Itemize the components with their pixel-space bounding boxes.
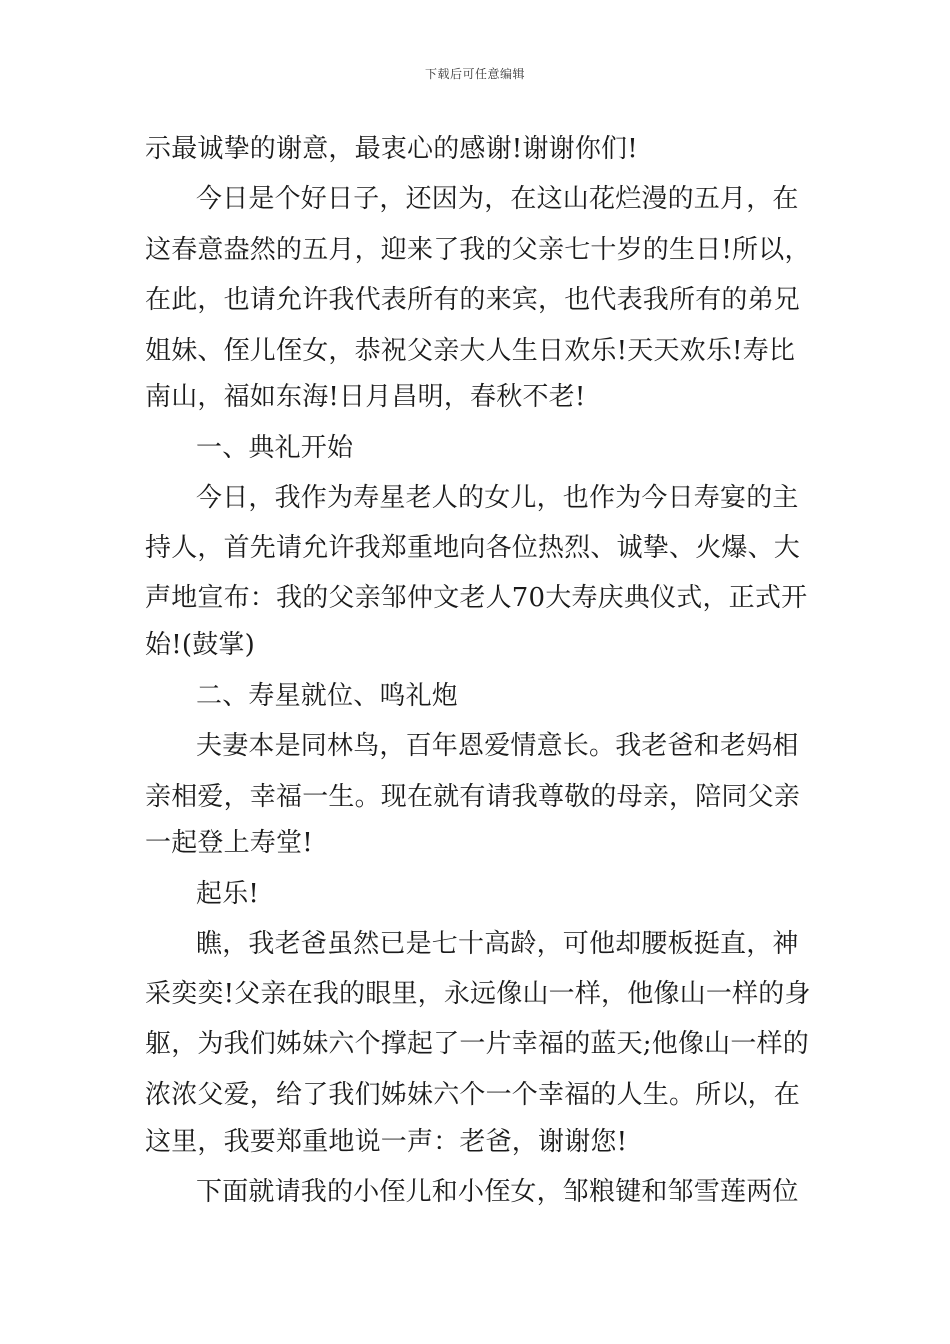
text-line: 在此，也请允许我代表所有的来宾，也代表我所有的弟兄	[145, 285, 801, 315]
page-header: 下载后可任意编辑	[424, 67, 525, 81]
text-line: 夫妻本是同林鸟，百年恩爱情意长。我老爸和老妈相	[196, 731, 799, 761]
text-line: 亲相爱，幸福一生。现在就有请我尊敬的母亲，陪同父亲	[145, 782, 801, 812]
text-line: 采奕奕!父亲在我的眼里，永远像山一样，他像山一样的身	[145, 979, 811, 1009]
text-line: 今日是个好日子，还因为，在这山花烂漫的五月，在	[196, 184, 799, 214]
text-line: 瞧，我老爸虽然已是七十高龄，可他却腰板挺直，神	[196, 929, 799, 959]
text-line: 浓浓父爱，给了我们姊妹六个一个幸福的人生。所以，在	[145, 1080, 801, 1110]
text-line: 南山，福如东海!日月昌明，春秋不老!	[145, 382, 586, 412]
text-line: 一起登上寿堂!	[145, 828, 313, 858]
text-line: 始!(鼓掌)	[145, 630, 255, 660]
text-line: 躯，为我们姊妹六个撑起了一片幸福的蓝天;他像山一样的	[145, 1029, 809, 1059]
text-line: 下面就请我的小侄儿和小侄女，邹粮键和邹雪莲两位	[196, 1177, 799, 1207]
text-line: 姐妹、侄儿侄女，恭祝父亲大人生日欢乐!天天欢乐!寿比	[145, 336, 796, 366]
text-line: 今日，我作为寿星老人的女儿，也作为今日寿宴的主	[196, 483, 799, 513]
section-heading: 一、典礼开始	[196, 433, 354, 463]
text-line: 持人，首先请允许我郑重地向各位热烈、诚挚、火爆、大	[145, 533, 801, 563]
section-heading: 二、寿星就位、鸣礼炮	[196, 681, 459, 711]
text-line: 起乐!	[196, 879, 260, 909]
text-line: 这里，我要郑重地说一声：老爸，谢谢您!	[145, 1127, 628, 1157]
text-line: 声地宣布：我的父亲邹仲文老人70大寿庆典仪式，正式开	[145, 583, 808, 613]
text-line: 示最诚挚的谢意，最衷心的感谢!谢谢你们!	[145, 134, 638, 164]
text-line: 这春意盎然的五月，迎来了我的父亲七十岁的生日!所以，	[145, 235, 811, 265]
